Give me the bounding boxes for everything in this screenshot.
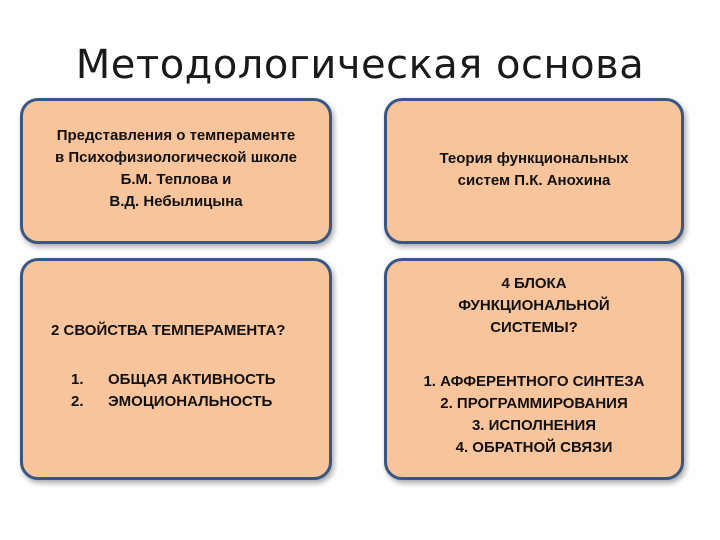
text-line: в Психофизиологической школе — [55, 149, 297, 166]
list-item — [71, 391, 276, 413]
list-item: 1. АФФЕРЕНТНОГО СИНТЕЗА — [423, 373, 645, 390]
box-heading — [387, 273, 681, 339]
list-item: 2. ПРОГРАММИРОВАНИЯ — [440, 395, 628, 412]
text-line: ФУНКЦИОНАЛЬНОЙ — [458, 297, 610, 314]
text-line: Представления о темпераменте — [56, 127, 296, 144]
box-functional-system-blocks — [384, 258, 684, 480]
text-line: Б.М. Теплова и — [120, 171, 232, 188]
list-number: 2. — [71, 393, 84, 410]
box-text — [23, 125, 329, 213]
slide-title: Методологическая основа — [75, 42, 645, 88]
list-item: 3. ИСПОЛНЕНИЯ — [471, 417, 597, 434]
text-line: 4 БЛОКА — [501, 275, 567, 292]
box-functional-systems-theory — [384, 98, 684, 244]
list-text: ОБЩАЯ АКТИВНОСТЬ — [108, 371, 276, 388]
list-text: ЭМОЦИОНАЛЬНОСТЬ — [108, 393, 273, 410]
text-line: систем П.К. Анохина — [457, 172, 611, 189]
properties-list — [71, 369, 276, 413]
box-temperament-theory — [20, 98, 332, 244]
text-line: СИСТЕМЫ? — [490, 319, 578, 336]
blocks-list — [387, 371, 681, 459]
text-line: Теория функциональных — [439, 150, 629, 167]
box-text — [387, 148, 681, 192]
box-heading: 2 СВОЙСТВА ТЕМПЕРАМЕНТА? — [51, 322, 286, 339]
list-item — [71, 369, 276, 391]
text-line: В.Д. Небылицына — [109, 193, 243, 210]
list-item: 4. ОБРАТНОЙ СВЯЗИ — [455, 439, 613, 456]
list-number: 1. — [71, 371, 84, 388]
box-temperament-properties — [20, 258, 332, 480]
